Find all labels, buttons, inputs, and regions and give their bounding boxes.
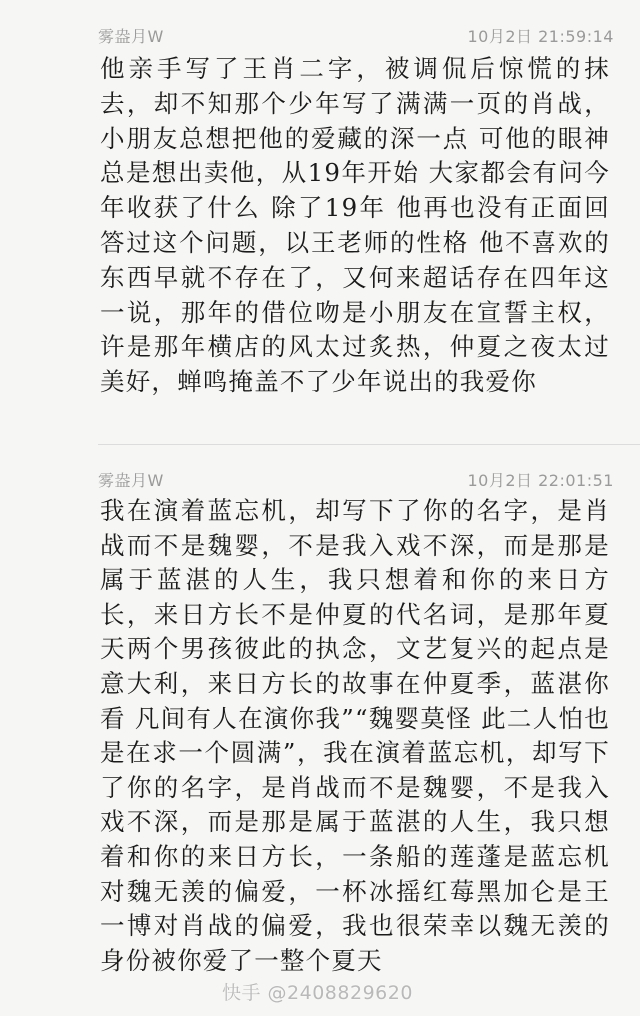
note-author: 雾盎月W	[98, 26, 164, 46]
note-text: 我在演着蓝忘机，却写下了你的名字，是肖战而不是魏婴，不是我入戏不深，而是那是属于蓝湛的人生，我只想着和你的来日方长，来日方长不是仲夏的代名词，是那年夏天两个男孩彼此的执念，文艺复兴的起点是意大利，来日方长的故事在仲夏季，蓝湛你看 凡间有人在演你我”“魏婴莫怪 此二人怕也是在求一个圆满”，我在演着蓝忘机，却写下了你的名字，是肖战而不是魏婴，不是我入戏不深，而是那是属于蓝湛的人生，我只想着和你的来日方长，一条船的莲蓬是蓝忘机对魏无羡的偏爱，一杯冰摇红莓黑加仑是王一博对肖战的偏爱，我也很荣幸以魏无羡的身份被你爱了一整个夏天	[100, 496, 610, 975]
note-card-2[interactable]	[0, 456, 640, 1016]
note-divider	[98, 444, 640, 445]
note-timestamp: 10月2日 21:59:14	[467, 26, 614, 46]
note-text: 他亲手写了王肖二字，被调侃后惊慌的抹去，却不知那个少年写了满满一页的肖战，小朋友总想把他的爱藏的深一点 可他的眼神总是想出卖他，从19年开始 大家都会有问今年收获了什么 除了19年 他再也没有正面回答过这个问题，以王老师的性格 他不喜欢的东西早就不存在了，又何来超话存在四年这一说，那年的借位吻是小朋友在宣誓主权，许是那年横店的风太过炙热，仲夏之夜太过美好，蝉鸣掩盖不了少年说出的我爱你	[100, 54, 610, 397]
note-timestamp: 10月2日 22:01:51	[467, 470, 614, 490]
note-header	[98, 466, 614, 492]
note-author: 雾盎月W	[98, 470, 164, 490]
note-card-1[interactable]	[0, 0, 640, 440]
watermark-label: 快手 @2408829620	[222, 982, 413, 1004]
note-header	[98, 22, 614, 48]
